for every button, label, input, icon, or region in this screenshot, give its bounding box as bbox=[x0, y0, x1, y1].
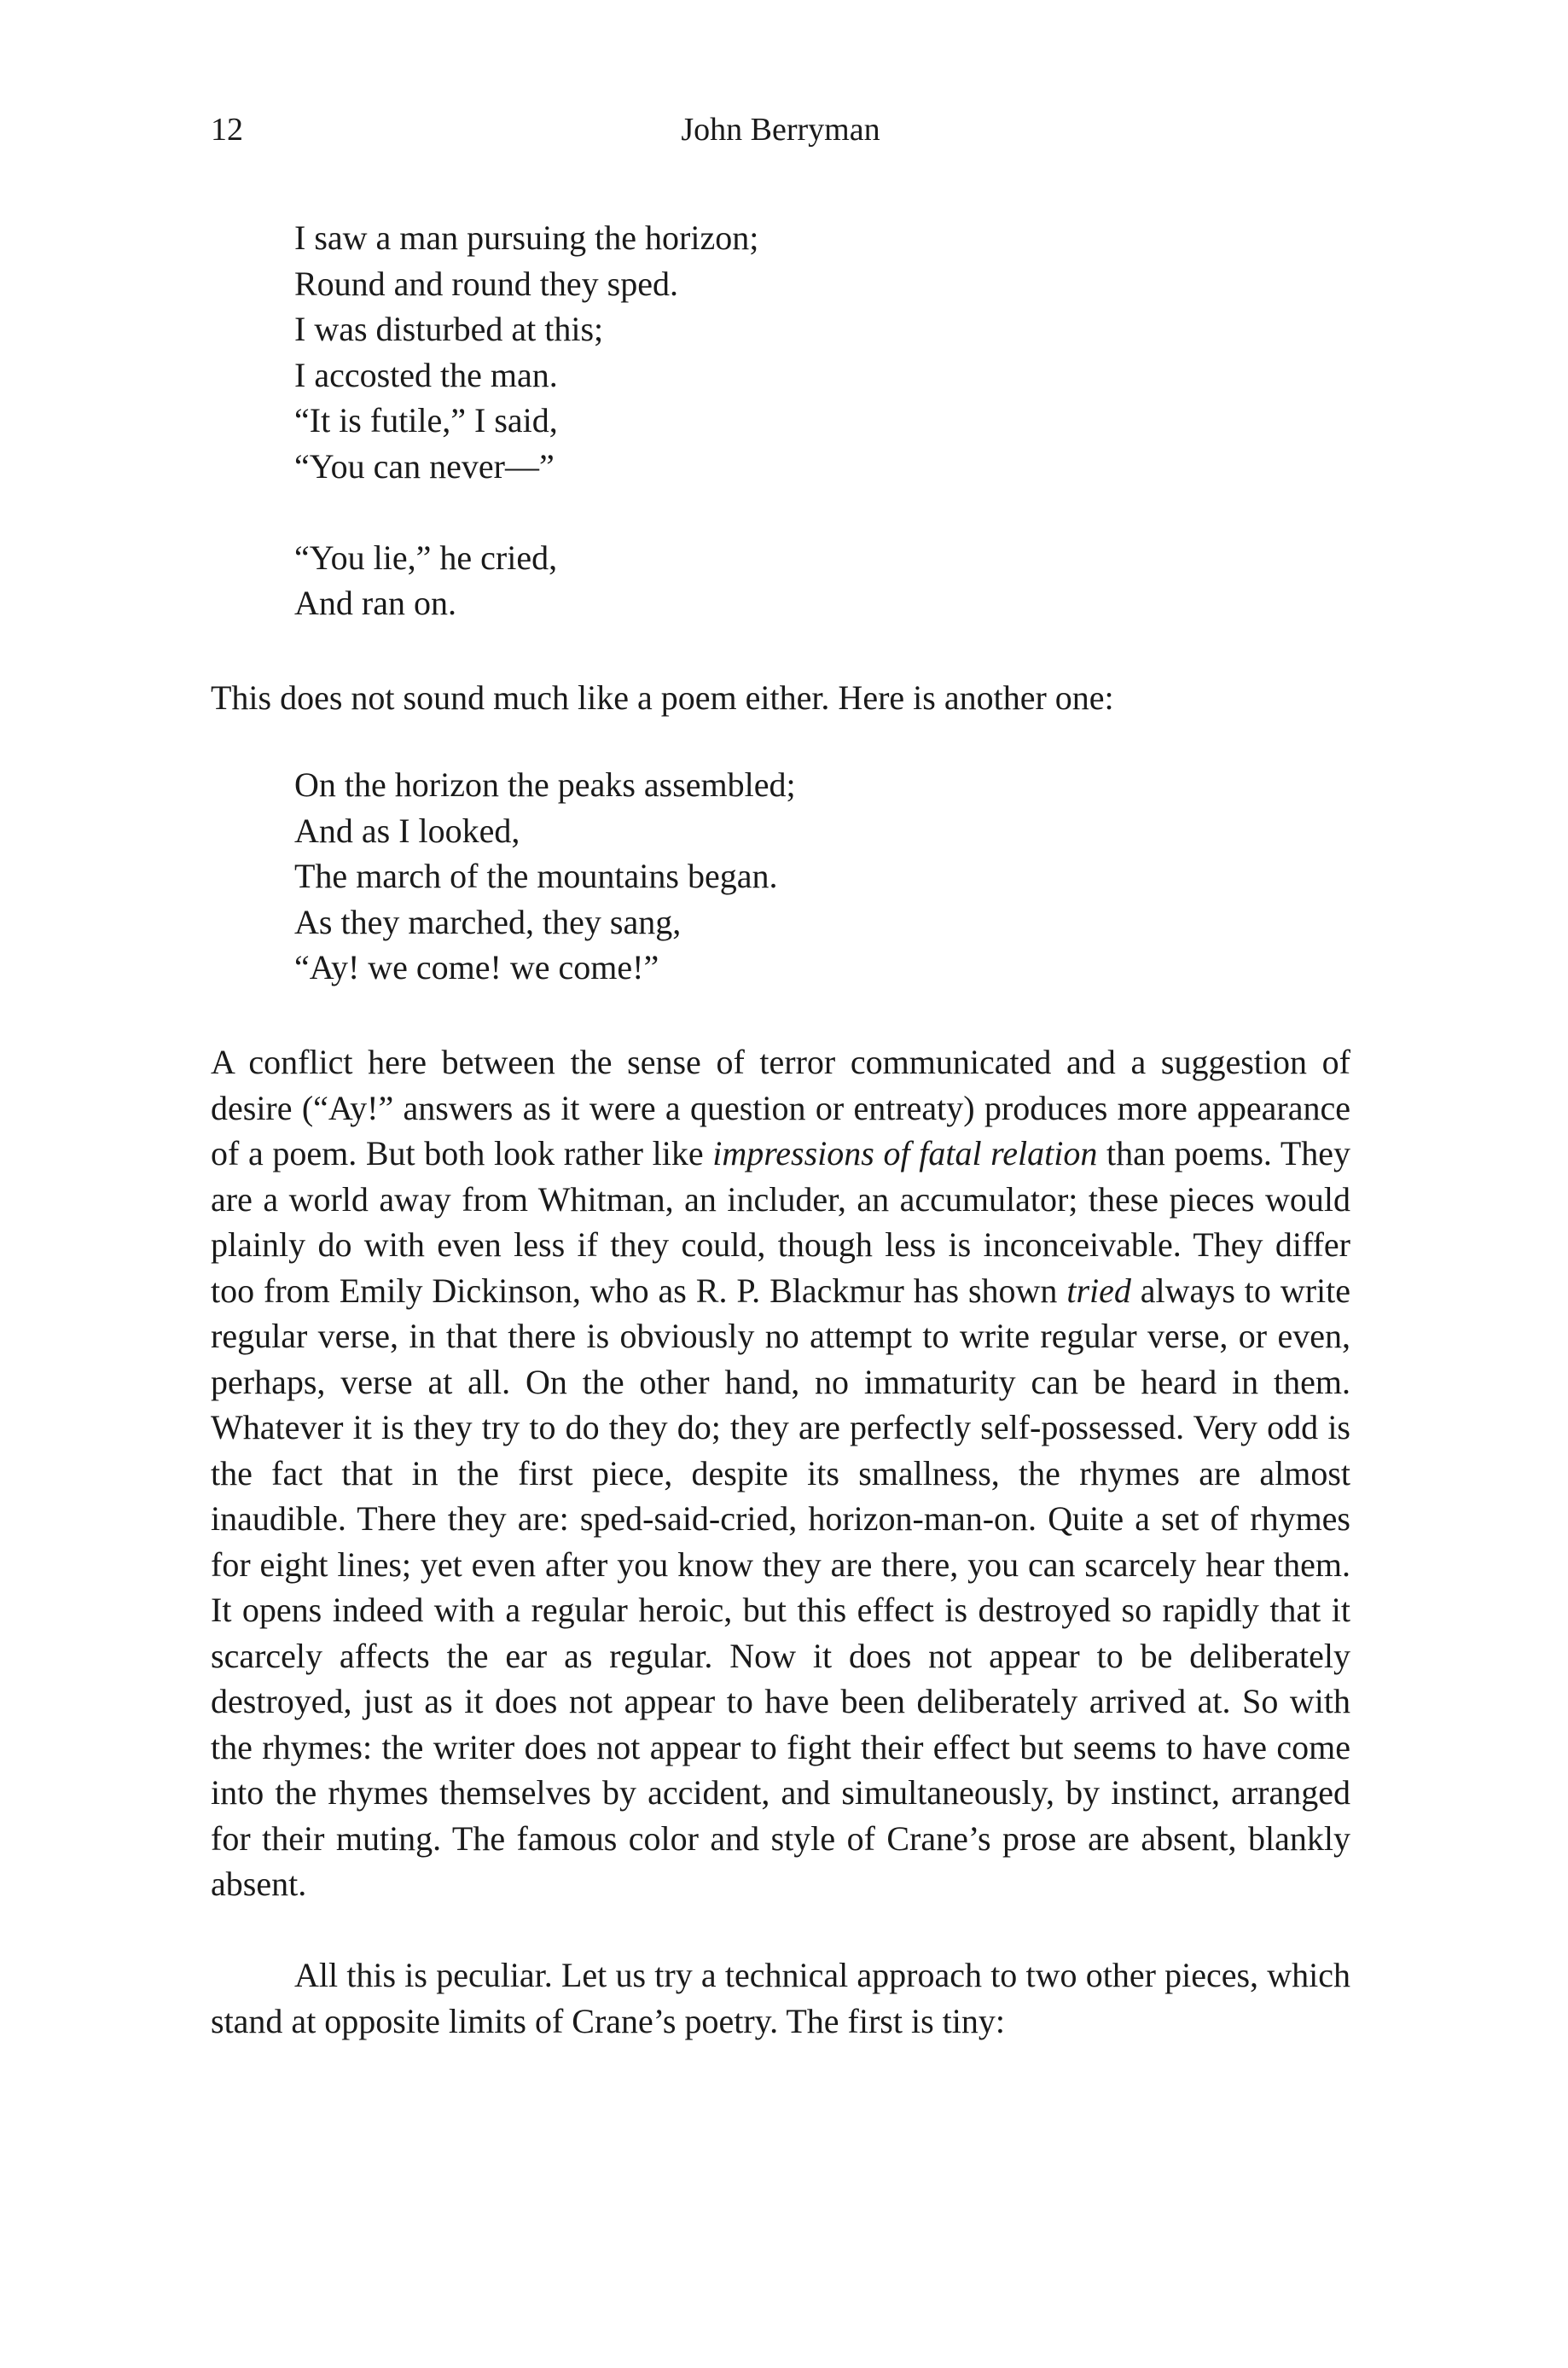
text-run: always to write regular verse, in that there is obviously no attempt to write regular verse, or even, perhaps, verse at all. On the other hand, no immaturity can be heard in them. Whatever it is they try to do they do; they are perfectly self-possessed. Very odd is the fact that in the first piece, despite its smallness, the rhymes are almost inaudible. There they are: sped-said-cried, horizon-man-on. Quite a set of rhymes for eight lines; yet even after you know they are there, you can scarcely hear them. It opens indeed with a regular heroic, but this effect is destroyed so rapidly that it scarcely affects the ear as regular. Now it does not appear to be deliberately destroyed, just as it does not appear to have been deliberately arrived at. So with the rhymes: the writer does not appear to fight their effect but seems to have come into the rhymes themselves by accident, and simultaneously, by instinct, arranged for their muting. The famous color and style of Crane’s prose are absent, blankly absent. bbox=[211, 1271, 1351, 1903]
body-paragraph-technical: All this is peculiar. Let us try a technical approach to two other pieces, which stand at opposite limits of Crane’s poetry. The first is tiny: bbox=[211, 1956, 1350, 2040]
verse-line: On the horizon the peaks assembled; bbox=[294, 765, 796, 804]
poem-mountains bbox=[294, 762, 796, 991]
verse-line: As they marched, they sang, bbox=[294, 902, 682, 941]
verse-line: I was disturbed at this; bbox=[294, 310, 604, 348]
emphasis-text: tried bbox=[1066, 1271, 1131, 1310]
verse-line: And as I looked, bbox=[294, 811, 520, 850]
page-number: 12 bbox=[211, 112, 243, 148]
verse-line: “You can never—” bbox=[294, 446, 555, 486]
verse-line: “You lie,” he cried, bbox=[294, 538, 558, 577]
verse-line: “Ay! we come! we come!” bbox=[294, 948, 659, 986]
verse-line: Round and round they sped. bbox=[294, 264, 678, 303]
body-paragraph-analysis bbox=[211, 1039, 1350, 1907]
poem-horizon bbox=[294, 215, 758, 626]
body-paragraph-intro: This does not sound much like a poem either. Here is another one: bbox=[211, 678, 1114, 717]
text-run: A conflict here between the sense of terror communicated and a suggestion of desire (“Ay!” answers as it were a question or entreaty) produces more appearance of a poem. But both look rather like bbox=[211, 1043, 1350, 1172]
verse-line: “It is futile,” I said, bbox=[294, 401, 558, 439]
verse-line: I accosted the man. bbox=[294, 355, 558, 394]
verse-line: And ran on. bbox=[294, 584, 456, 622]
verse-line: The march of the mountains began. bbox=[294, 857, 778, 895]
verse-line: I saw a man pursuing the horizon; bbox=[294, 218, 759, 257]
stanza-break bbox=[294, 489, 758, 535]
running-head bbox=[211, 111, 1350, 154]
text-run: than poems. They are a world away from Whitman, an includer, an accumulator; these pieces would plainly do with even less if they could, though less is inconceivable. They differ too from Emily Dickinson, who as R. P. Blackmur has shown bbox=[211, 1134, 1350, 1310]
emphasis-text: impressions of fatal relation bbox=[712, 1134, 1098, 1172]
running-title: John Berryman bbox=[681, 112, 880, 148]
